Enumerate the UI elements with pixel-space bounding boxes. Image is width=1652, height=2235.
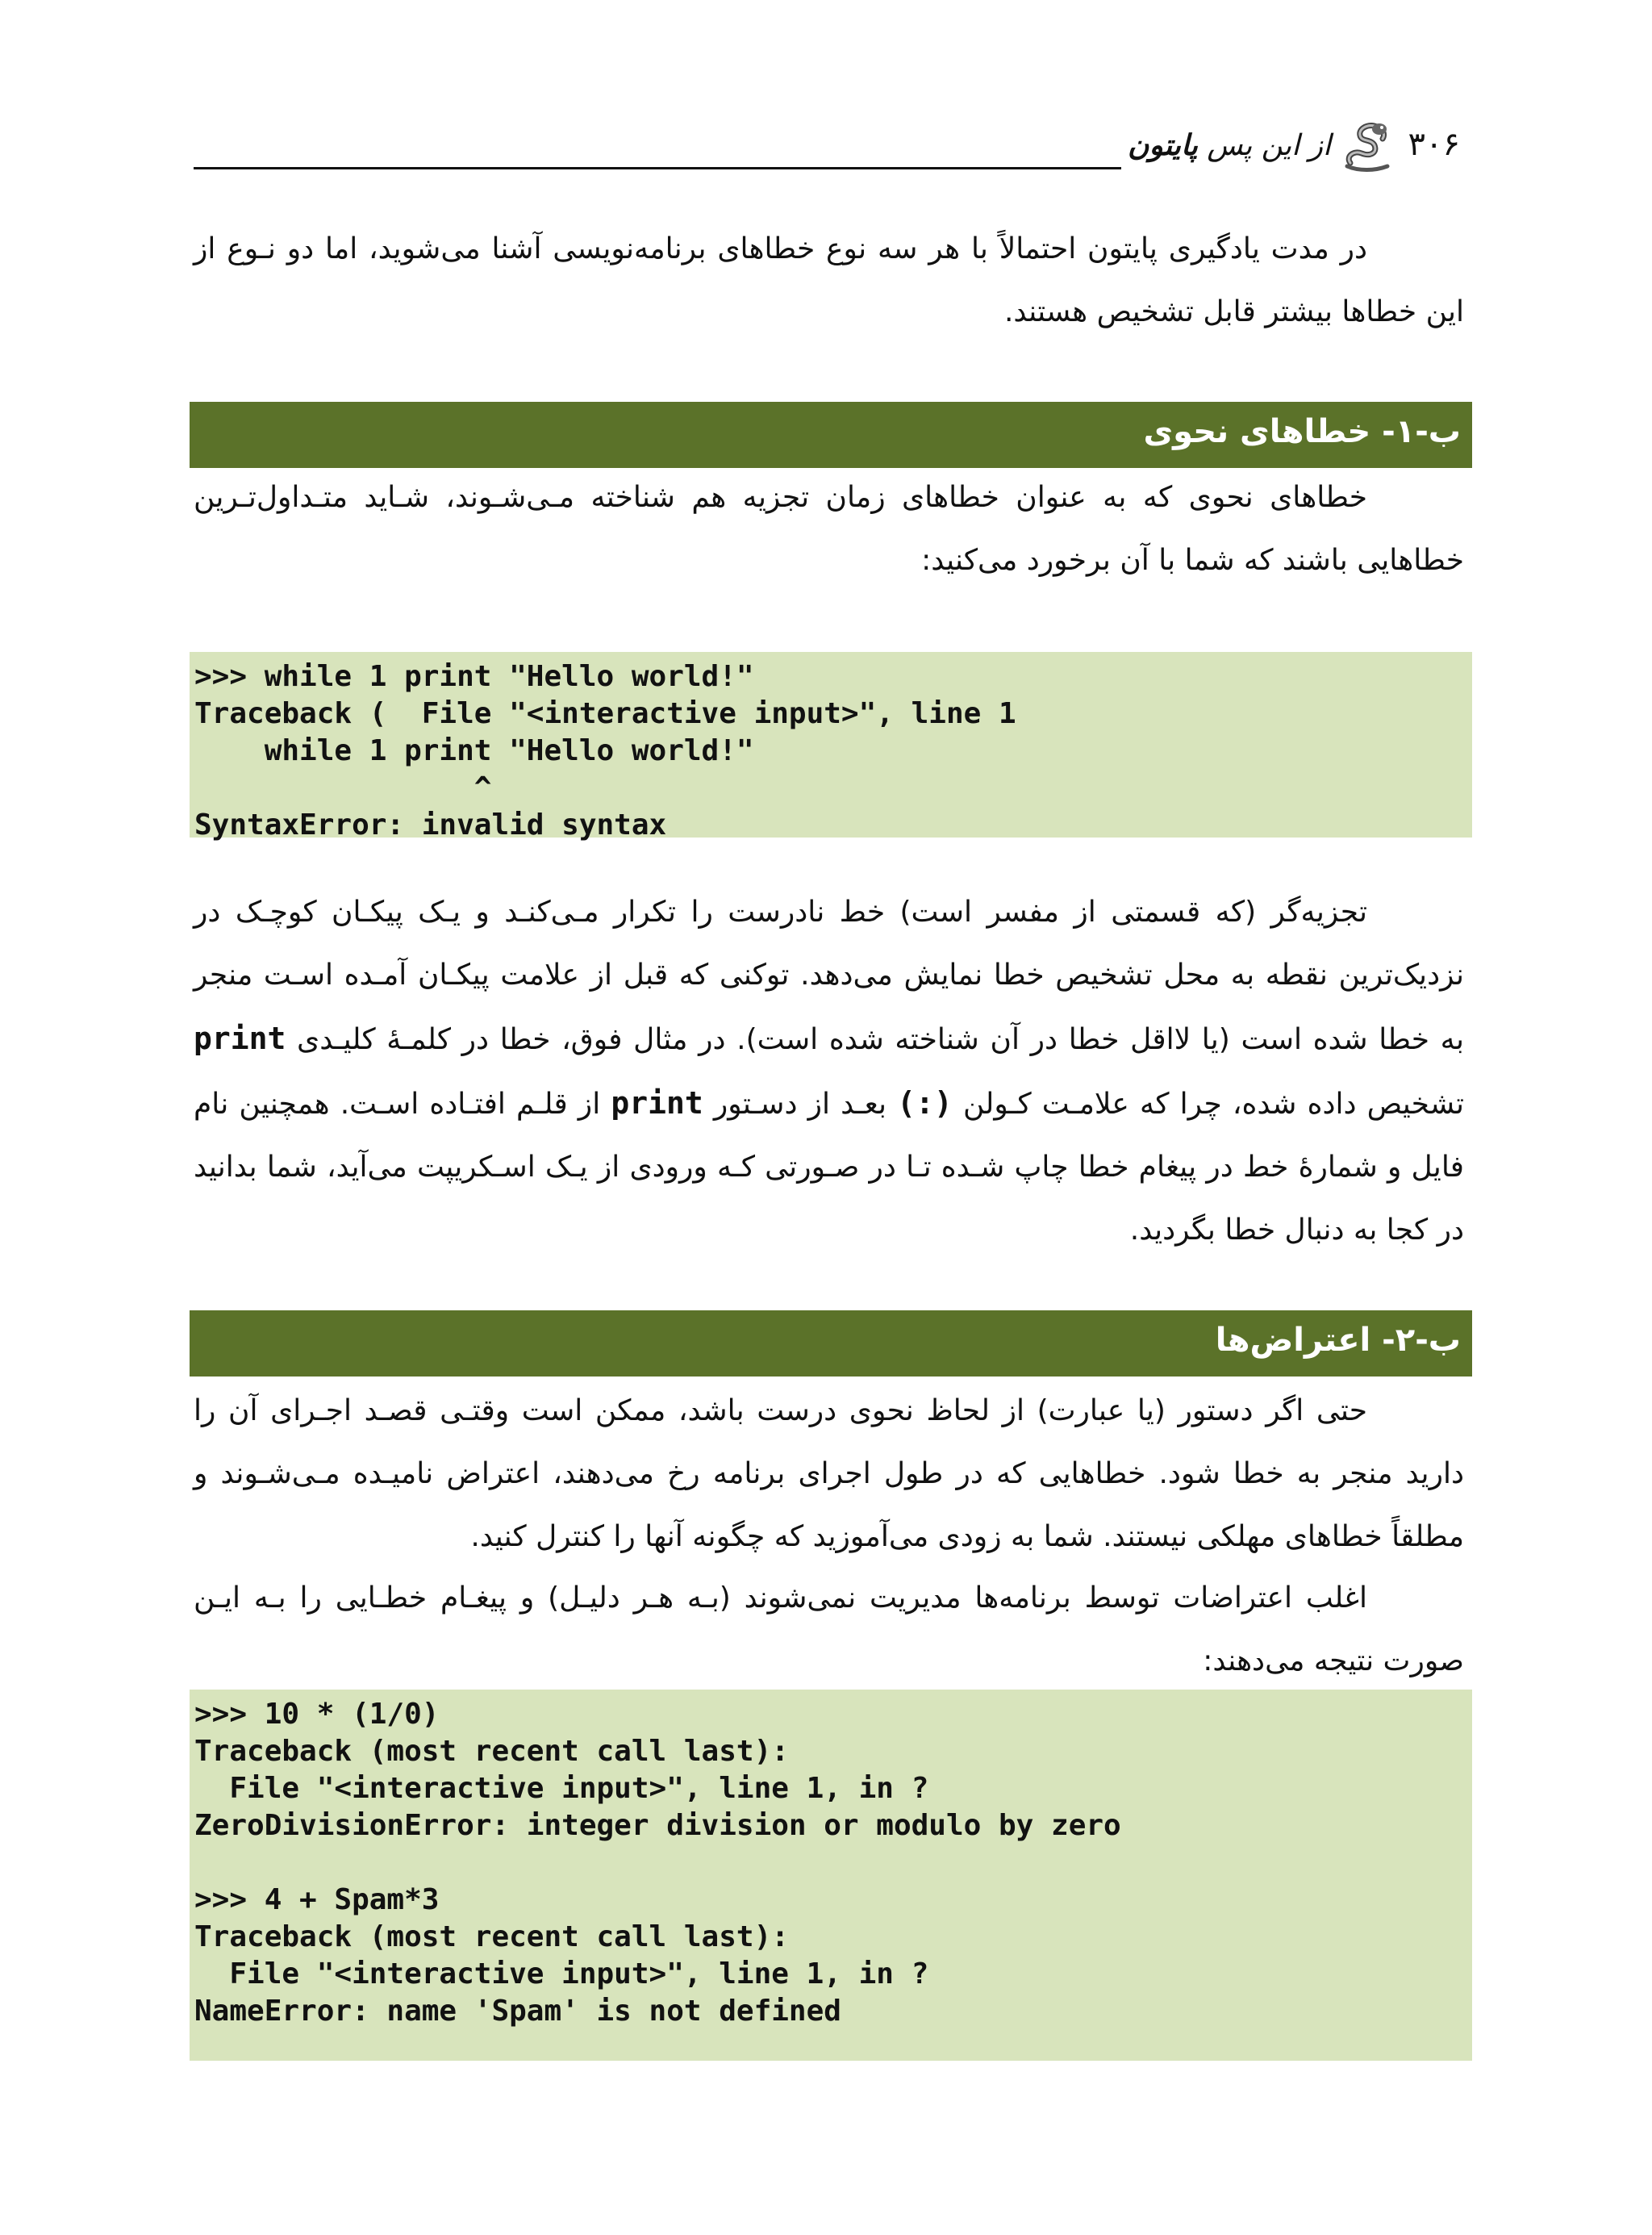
code-line: ZeroDivisionError: integer division or modulo by zero xyxy=(194,1809,1121,1842)
inline-code-colon: (:) xyxy=(897,1085,953,1121)
code-line: Traceback ( File "<interactive input>", line 1 xyxy=(194,697,1016,730)
section-heading-text: ب-۲- اعتراض‌ها xyxy=(1215,1322,1461,1359)
page-number: ۳۰۶ xyxy=(1408,126,1460,163)
syntax-errors-text: خطاهای نحوی که به عنوان خطاهای زمان تجزیه هم شناخته مـی‌شـوند، شـاید متـداول‌تـرین خطاهایی باشند که شما با آن برخورد می‌کنید: xyxy=(194,481,1464,577)
header-title-bold: پایتون xyxy=(1128,129,1198,162)
code-line: NameError: name 'Spam' is not defined xyxy=(194,1995,841,2028)
code-line: >>> while 1 print "Hello world!" xyxy=(194,660,754,693)
header-rule xyxy=(194,167,1121,169)
inline-code-print: print xyxy=(194,1021,286,1056)
syntax-errors-paragraph xyxy=(194,466,1464,592)
section-heading-text: ب-۱- خطاهای نحوی xyxy=(1143,413,1461,450)
exceptions-paragraph xyxy=(194,1380,1464,1569)
code-line: >>> 10 * (1/0) xyxy=(194,1698,440,1731)
code-line: File "<interactive input>", line 1, in ? xyxy=(194,1772,929,1805)
section-heading-exceptions xyxy=(190,1310,1472,1377)
code-line: Traceback (most recent call last): xyxy=(194,1920,789,1953)
code-line: SyntaxError: invalid syntax xyxy=(194,808,667,842)
header-title-prefix: از این پس xyxy=(1197,129,1331,162)
unhandled-exceptions-paragraph xyxy=(194,1567,1464,1693)
code-line: Traceback (most recent call last): xyxy=(194,1735,789,1768)
intro-paragraph xyxy=(194,218,1464,344)
code-line: File "<interactive input>", line 1, in ? xyxy=(194,1957,929,1991)
python-snake-icon xyxy=(1342,121,1394,174)
code-line: while 1 print "Hello world!" xyxy=(194,734,754,767)
section-heading-syntax-errors xyxy=(190,402,1472,468)
code-line xyxy=(194,1844,1472,1882)
header-title xyxy=(1128,129,1331,162)
intro-text: در مدت یادگیری پایتون احتمالاً با هر سه نوع خطاهای برنامه‌نویسی آشنا می‌شوید، اما دو نـوع از این خطاها بیشتر قابل تشخیص هستند. xyxy=(194,232,1464,328)
code-block-exceptions xyxy=(190,1690,1472,2061)
exceptions-text: حتی اگر دستور (یا عبارت) از لحاظ نحوی درست باشد، ممکن است وقتـی قصـد اجـرای آن را دارید منجر به خطا شود. خطاهایی که در طول اجرای برنامه رخ می‌دهند، اعتراض نامیـده مـی‌شـوند و مطلقاً خطاهای مهلکی نیستند. شما به زودی می‌آموزید که چگونه آنها را کنترل کنید. xyxy=(194,1394,1464,1553)
parser-explanation-paragraph xyxy=(194,881,1464,1262)
explanation-part-1: تجزیه‌گر (که قسمتی از مفسر است) خط نادرست را تکرار مـی‌کنـد و یـک پیکـان کوچـک در نزدیک‌ترین نقطه به محل تشخیص خطا نمایش می‌دهد. توکنی که قبل از علامت پیکـان آمـده اسـت منجر به خطا شده است (یا لااقل خطا در آن شناخته شده است). در مثال فوق، خطا در کلمـهٔ کلیـدی xyxy=(194,896,1464,1056)
inline-code-print: print xyxy=(611,1085,703,1121)
code-line: ^ xyxy=(194,771,492,804)
code-line: >>> 4 + Spam*3 xyxy=(194,1883,440,1916)
explanation-part-2: تشخیص داده شده، چرا که علامـت کـولن xyxy=(952,1088,1465,1121)
code-block-syntax-error xyxy=(190,652,1472,842)
page-header xyxy=(194,121,1460,178)
unhandled-exceptions-text: اغلب اعتراضات توسط برنامه‌ها مدیریت نمی‌شوند (بـه هـر دلیـل) و پیغـام خطـایی را بـه ایـن صورت نتیجه می‌دهند: xyxy=(194,1581,1464,1677)
explanation-part-3: بعـد از دسـتور xyxy=(703,1088,898,1121)
explanation-part-4: از قلـم افتـاده اسـت. همچنین نام فایل و شمارهٔ خط در پیغام خطا چاپ شـده تـا در صـورتی کـه ورودی از یـک اسـکریپت می‌آید، شما بدانید در کجا به دنبال خطا بگردید. xyxy=(194,1088,1464,1247)
